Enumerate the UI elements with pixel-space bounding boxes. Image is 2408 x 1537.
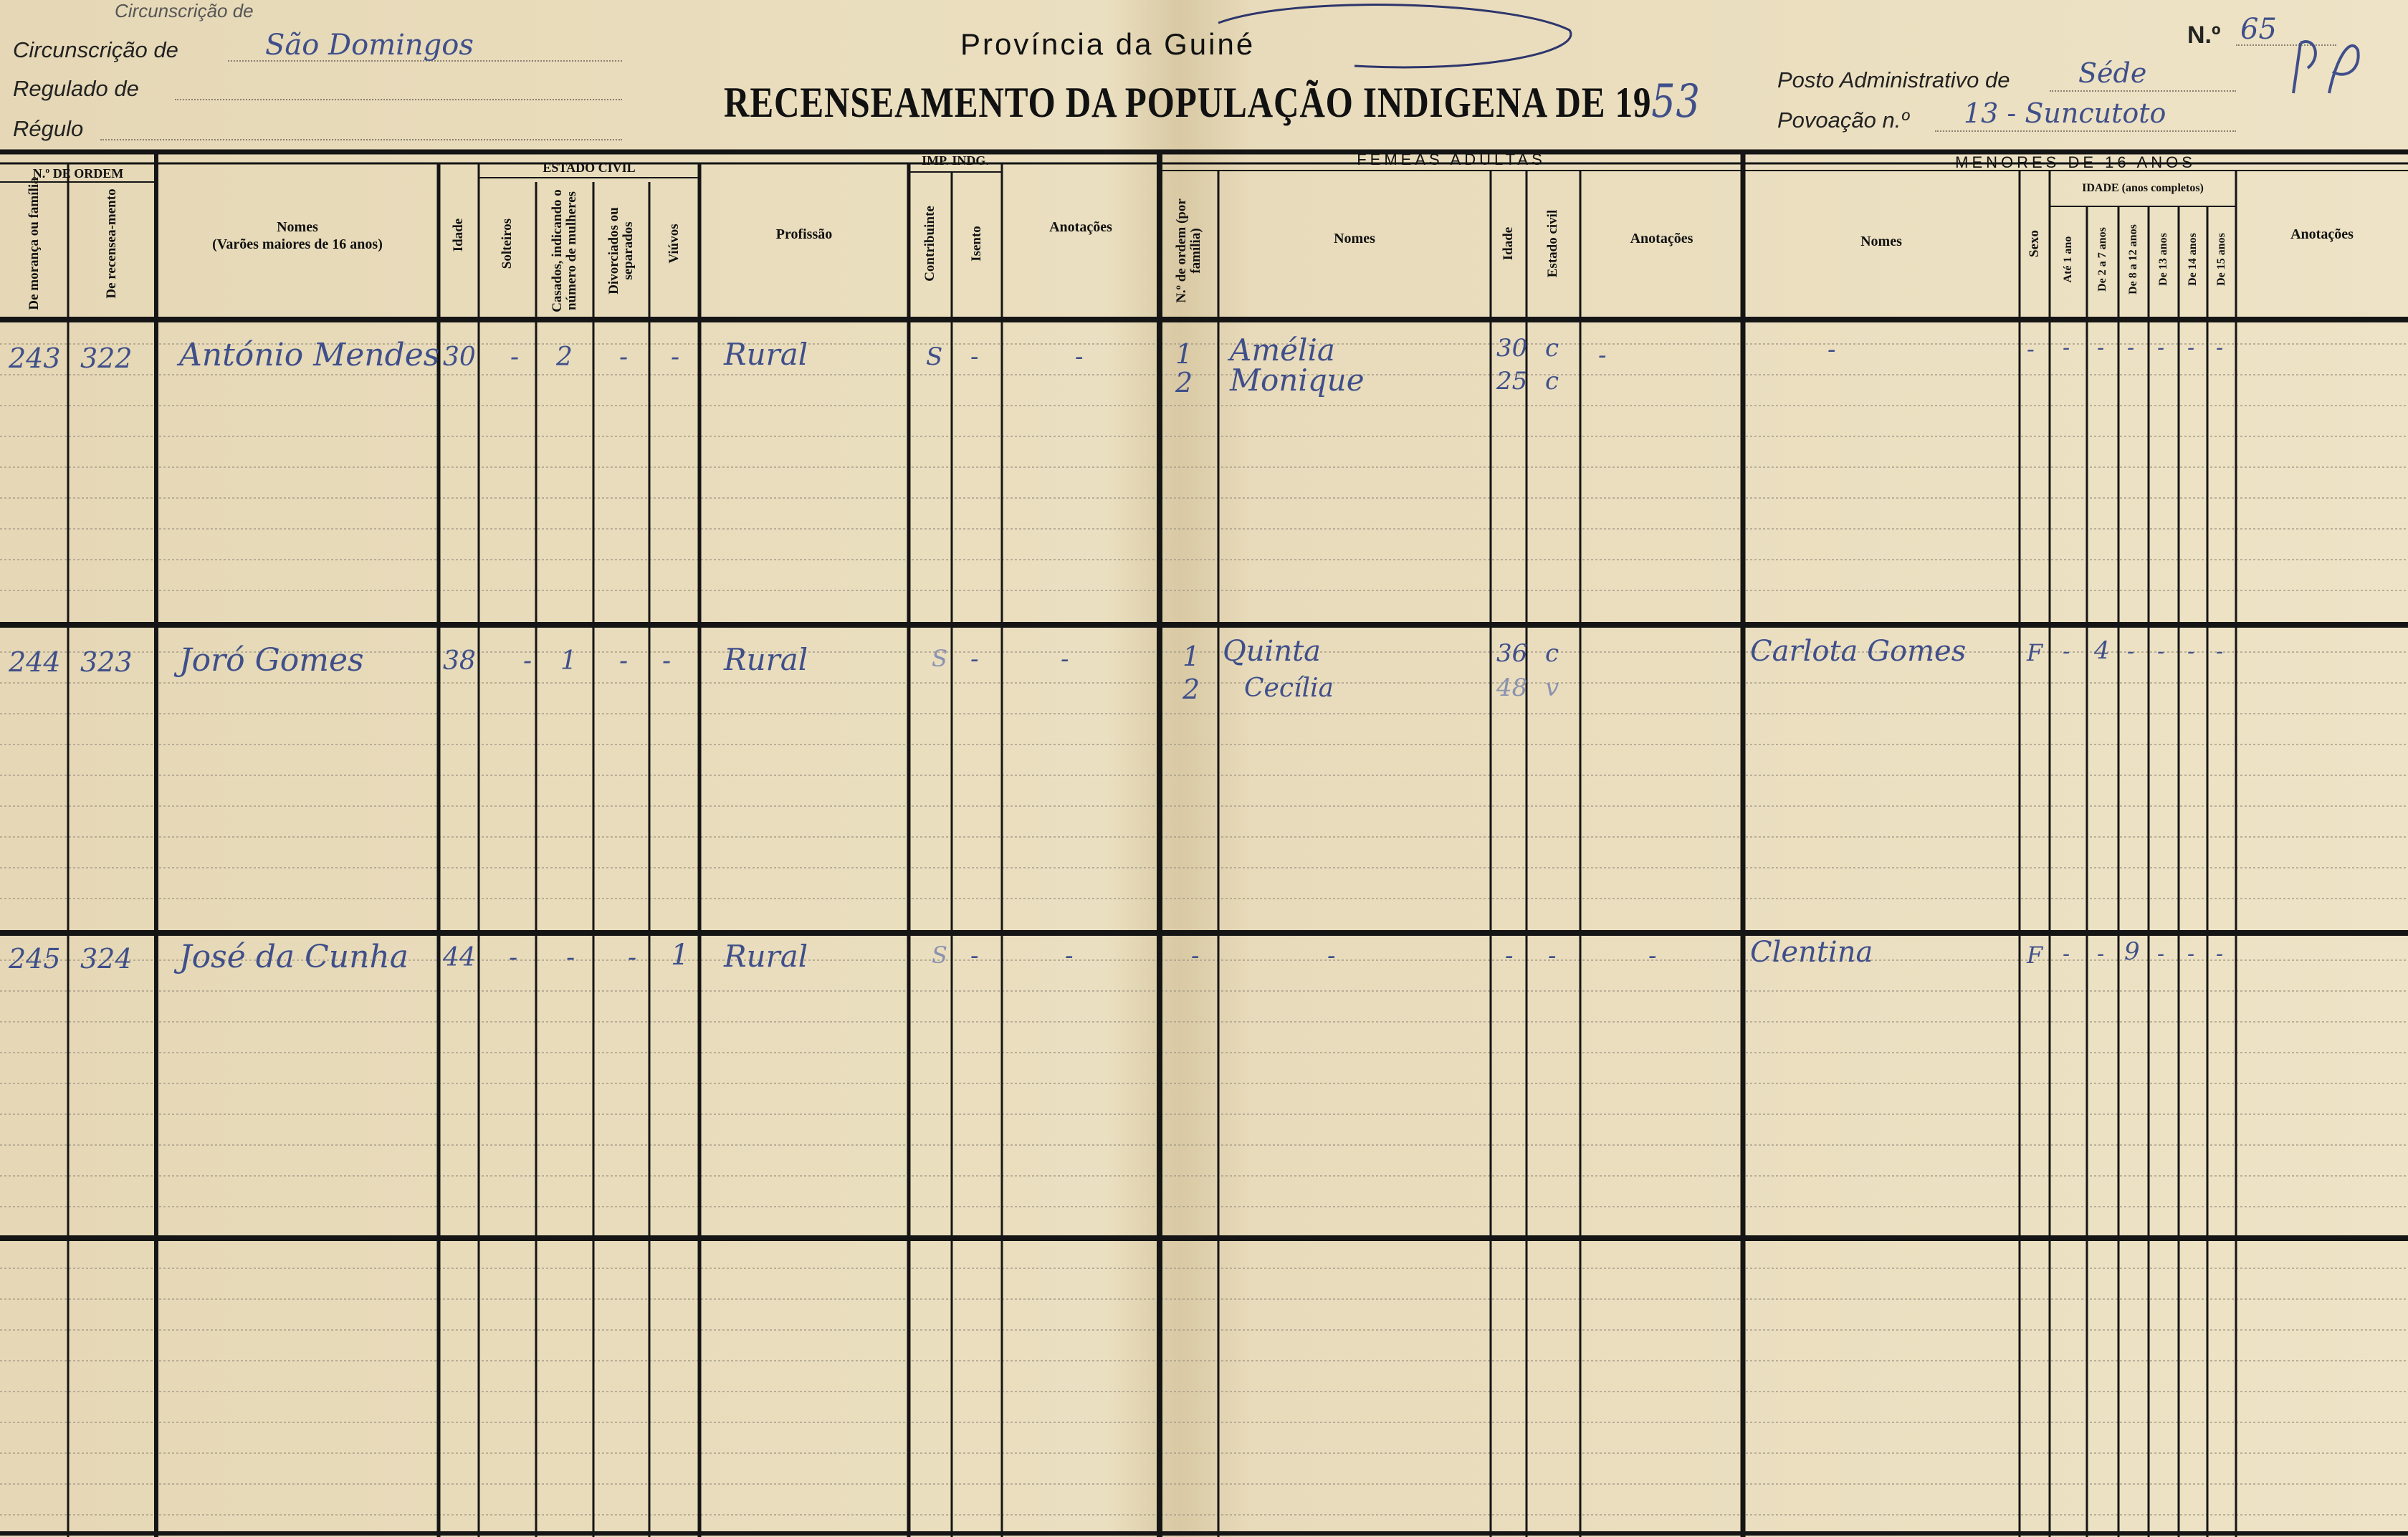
idade-femeas-header: Idade — [1501, 226, 1516, 261]
numero-value: 65 — [2240, 13, 2277, 46]
provincia-title: Província da Guiné — [960, 27, 1256, 61]
nome-value: Joró Gomes — [179, 642, 364, 679]
casados-header: Casados, indicando o número de mulheres — [550, 189, 579, 312]
ate1-header: Até 1 ano — [2062, 236, 2074, 283]
contribuinte-value: S — [932, 942, 947, 969]
femeas-anotacoes: - — [1648, 942, 1657, 970]
idade-2a7: - — [2097, 942, 2105, 967]
nome-value: António Mendes — [179, 337, 440, 373]
femea-nome-1: - — [1327, 942, 1336, 970]
ordem-familia-header: N.º de ordem (por família) — [1174, 198, 1203, 303]
idade-group-header: IDADE (anos completos) — [2082, 182, 2204, 194]
regulado-label: Regulado de — [13, 76, 139, 101]
de2a7-header: De 2 a 7 anos — [2096, 227, 2108, 292]
isento-value: - — [970, 645, 979, 674]
circunscricao-label: Circunscrição de — [13, 37, 178, 62]
de14-header: De 14 anos — [2187, 233, 2199, 286]
estado-civil-group-header: ESTADO CIVIL — [543, 161, 636, 175]
anotacoes-header-3: Anotações — [2290, 226, 2354, 242]
moranca-value: 243 — [9, 343, 61, 374]
solteiros-value: - — [510, 343, 520, 372]
solteiros-value: - — [509, 943, 518, 972]
femea-nome-2: Cecília — [1244, 674, 1334, 703]
menor-sexo: F — [2027, 639, 2043, 666]
casados-value: - — [566, 943, 575, 972]
recenseamento-header: De recensea-mento — [104, 188, 119, 299]
idade-15: - — [2216, 942, 2224, 967]
ordem-group-header: N.º DE ORDEM — [32, 166, 124, 181]
profissao-header: Profissão — [775, 226, 833, 242]
anotacoes-value: - — [1065, 942, 1074, 970]
femea-ordem-1: - — [1191, 942, 1200, 970]
femea-idade-1: 30 — [1496, 334, 1528, 363]
viuvos-value: 1 — [671, 939, 689, 972]
menor-sexo: F — [2027, 942, 2043, 969]
solteiros-header: Solteiros — [500, 218, 515, 269]
moranca-value: 244 — [9, 646, 61, 678]
nomes-homens-subheader: (Varões maiores de 16 anos) — [212, 236, 383, 252]
idade-14: - — [2187, 639, 2195, 664]
de8a12-header: De 8 a 12 anos — [2127, 224, 2139, 295]
profissao-value: Rural — [724, 939, 808, 974]
profissao-value: Rural — [724, 337, 808, 372]
femea-ordem-2: 2 — [1175, 367, 1193, 398]
posto-label: Posto Administrativo de — [1777, 67, 2010, 92]
idade-14: - — [2187, 335, 2195, 360]
isento-value: - — [970, 343, 979, 371]
femea-idade-2: 25 — [1496, 367, 1528, 396]
anotacoes-value: - — [1075, 343, 1084, 371]
recenseamento-value: 322 — [80, 343, 133, 374]
femea-estado-2: v — [1545, 674, 1559, 702]
circunscricao-value: São Domingos — [265, 29, 474, 62]
casados-value: 2 — [556, 343, 573, 372]
idade-15: - — [2216, 335, 2224, 360]
viuvos-value: - — [671, 343, 680, 372]
femea-idade-1: 36 — [1496, 639, 1528, 668]
femea-nome-1: Amélia — [1230, 332, 1335, 368]
idade-15: - — [2216, 639, 2224, 664]
de15-header: De 15 anos — [2215, 233, 2227, 286]
femea-ordem-1: 1 — [1182, 641, 1200, 672]
idade-ate1: - — [2063, 639, 2070, 664]
profissao-value: Rural — [724, 642, 808, 677]
divorciados-header: Divorciados ou separados — [606, 207, 636, 295]
femea-estado-1: - — [1548, 942, 1557, 970]
census-year-handwritten: 53 — [1651, 75, 1701, 128]
femea-nome-1: Quinta — [1223, 635, 1322, 668]
povoacao-value: 13 - Suncutoto — [1964, 97, 2166, 129]
isento-header: Isento — [969, 226, 984, 262]
idade-8a12: 9 — [2124, 937, 2140, 966]
menor-nome: - — [1828, 335, 1836, 364]
census-title-text: RECENSEAMENTO DA POPULAÇÃO INDIGENA DE 19 — [724, 79, 1652, 126]
divorciados-value: - — [619, 646, 629, 676]
nome-value: José da Cunha — [179, 939, 409, 975]
anotacoes-header-2: Anotações — [1630, 231, 1693, 246]
contribuinte-header: Contribuinte — [922, 206, 937, 282]
menores-group-header: MENORES DE 16 ANOS — [1955, 153, 2196, 171]
idade-2a7: 4 — [2094, 636, 2110, 665]
idade-2a7: - — [2097, 335, 2105, 360]
regulo-label: Régulo — [13, 116, 84, 141]
femea-ordem-2: 2 — [1182, 674, 1200, 705]
femeas-group-header: FÊMEAS ADULTAS — [1357, 150, 1546, 168]
nomes-menores-header: Nomes — [1860, 234, 1902, 249]
sexo-header: Sexo — [2027, 230, 2042, 257]
idade-8a12: - — [2127, 639, 2135, 664]
femea-idade-2: 48 — [1496, 674, 1528, 702]
estado-civil-header: Estado civil — [1545, 209, 1560, 278]
anotacoes-header-1: Anotações — [1049, 219, 1112, 235]
idade-ate1: - — [2063, 942, 2070, 967]
posto-value: Séde — [2078, 57, 2147, 89]
contribuinte-value: S — [932, 645, 947, 672]
nomes-homens-header: Nomes — [277, 219, 318, 235]
idade-13: - — [2157, 942, 2165, 967]
numero-label: N.º — [2187, 21, 2221, 49]
idade-value: 38 — [443, 646, 476, 676]
casados-value: 1 — [560, 646, 577, 676]
femeas-anotacoes: - — [1598, 341, 1607, 370]
moranca-header: De morança ou família — [27, 177, 42, 310]
anotacoes-value: - — [1061, 645, 1069, 674]
recenseamento-value: 323 — [80, 646, 133, 678]
idade-13: - — [2157, 639, 2165, 664]
femea-idade-1: - — [1505, 942, 1514, 970]
menor-nome: Clentina — [1750, 936, 1873, 969]
idade-ate1: - — [2063, 335, 2070, 360]
divorciados-value: - — [628, 943, 637, 972]
femea-ordem-1: 1 — [1175, 338, 1193, 370]
menor-nome: Carlota Gomes — [1750, 635, 1967, 668]
femea-estado-2: c — [1545, 367, 1559, 396]
femea-estado-1: c — [1545, 334, 1559, 363]
moranca-value: 245 — [9, 943, 61, 975]
povoacao-label: Povoação n.º — [1777, 107, 1909, 133]
idade-header: Idade — [451, 218, 466, 252]
idade-14: - — [2187, 942, 2195, 967]
imp-group-header: IMP. INDG. — [922, 153, 989, 168]
isento-value: - — [970, 942, 979, 970]
viuvos-value: - — [662, 646, 672, 676]
femea-nome-2: Monique — [1230, 363, 1365, 398]
idade-value: 44 — [443, 943, 476, 972]
viuvos-header: Viúvos — [666, 224, 682, 264]
femea-estado-1: c — [1545, 639, 1559, 668]
recenseamento-value: 324 — [80, 943, 133, 975]
idade-value: 30 — [443, 343, 476, 372]
solteiros-value: - — [523, 646, 532, 676]
divorciados-value: - — [619, 343, 629, 372]
de13-header: De 13 anos — [2157, 233, 2169, 286]
nomes-femeas-header: Nomes — [1334, 231, 1375, 246]
idade-8a12: - — [2127, 335, 2135, 360]
idade-13: - — [2157, 335, 2165, 360]
contribuinte-value: S — [926, 343, 943, 371]
cut-off-header-text: Circunscrição de — [115, 0, 254, 21]
menor-sexo: - — [2027, 335, 2035, 363]
